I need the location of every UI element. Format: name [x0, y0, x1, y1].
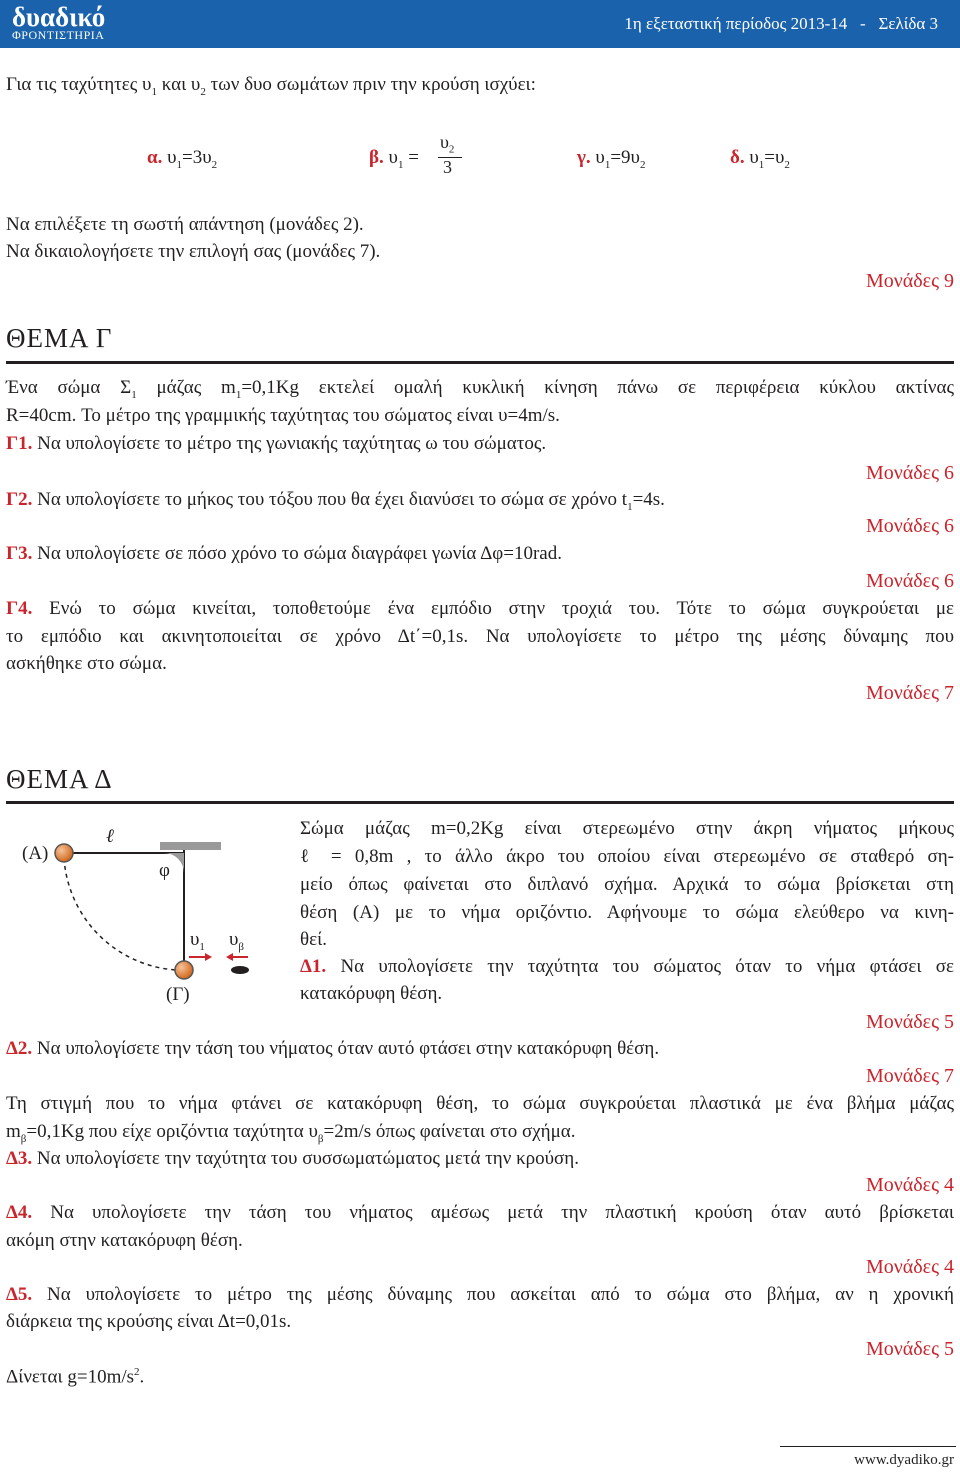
question-g4-line3: ασκήθηκε στο σώμα. — [6, 653, 167, 674]
d3-monades: Μονάδες 4 — [865, 1174, 954, 1196]
question-d1-line1: Δ1. Να υπολογίσετε την ταχύτητα του σώματος όταν το νήμα φτάσει σε — [300, 956, 954, 977]
exam-period: 1η εξεταστική περίοδος 2013-14 — [624, 14, 848, 33]
option-c: γ. $\upsilon_1=9\upsilon_2$ — [577, 147, 646, 171]
footer-website[interactable]: www.dyadiko.gr — [854, 1452, 954, 1468]
d1-monades: Μονάδες 5 — [865, 1011, 954, 1033]
question-d5-line2: διάρκεια της κρούσης είναι Δt=0,01s. — [6, 1311, 292, 1332]
label-position-a: (Α) — [22, 843, 49, 864]
velocity-ub-arrowhead — [226, 953, 233, 961]
question-d2: Δ2. Να υπολογίσετε την τάση του νήματος όταν αυτό φτάσει στην κατακόρυφη θέση. — [6, 1038, 660, 1059]
g4-monades: Μονάδες 7 — [865, 682, 954, 704]
monades-9: Μονάδες 9 — [865, 270, 954, 292]
label-position-g: (Γ) — [166, 984, 190, 1005]
fraction-numerator: $\upsilon_2$ — [440, 132, 455, 156]
intro-line: Για τις ταχύτητες $\upsilon_1$ και $\upsilon_2$ των δυο σωμάτων πριν την κρούση ισχύει: — [6, 74, 536, 98]
g2-monades: Μονάδες 6 — [865, 515, 954, 537]
choose-instruction: Να επιλέξετε τη σωστή απάντηση (μονάδες 2). — [6, 214, 364, 235]
question-g1: Γ1. Να υπολογίσετε το μέτρο της γωνιακής ταχύτητας ω του σώματος. — [6, 433, 547, 454]
d5-monades: Μονάδες 5 — [865, 1338, 954, 1360]
option-a: α. $\upsilon_1=3\upsilon_2$ — [147, 147, 218, 171]
question-d1-line2: κατακόρυφη θέση. — [300, 983, 443, 1004]
header-info — [624, 14, 938, 34]
header-separator: - — [860, 14, 866, 33]
question-g4-line2: το εμπόδιο και ακινητοποιείται σε χρόνο Δt΄=0,1s. Να υπολογίσετε το μέτρο της μέσης δύναμης που — [6, 626, 954, 647]
label-length: ℓ — [106, 826, 114, 847]
question-d4-line1: Δ4. Να υπολογίσετε την τάση του νήματος αμέσως μετά την πλαστική κρούση όταν αυτό βρίσκεται — [6, 1202, 954, 1223]
question-g4-line1: Γ4. Ενώ το σώμα κινείται, τοποθετούμε ένα εμπόδιο στην τροχιά του. Τότε το σώμα συγκρούεται με — [6, 598, 954, 619]
page-number: Σελίδα 3 — [878, 14, 938, 33]
thema-g-line2: R=40cm. Το μέτρο της γραμμικής ταχύτητας του σώματος είναι υ=4m/s. — [6, 405, 560, 426]
section-divider-d — [6, 801, 954, 804]
label-velocity-u1: $\upsilon_1$ — [190, 929, 205, 953]
section-divider — [6, 361, 954, 364]
label-angle-phi: φ — [159, 860, 170, 881]
velocity-u1-arrowhead — [205, 953, 212, 961]
justify-instruction: Να δικαιολογήσετε την επιλογή σας (μονάδες 7). — [6, 241, 381, 262]
label-velocity-ub: $\upsilon_\beta$ — [229, 929, 245, 953]
question-d5-line1: Δ5. Να υπολογίσετε το μέτρο της μέσης δύναμης που ασκείται από το σώμα στο βλήμα, αν η χρονική — [6, 1284, 954, 1305]
collision-text-line2: $m_\beta=0,1Kg$ που είχε οριζόντια ταχύτητα $\upsilon_\beta=2m/s$ όπως φαίνεται στο σχήμα. — [6, 1121, 576, 1145]
page-header — [0, 0, 960, 48]
thema-d-p3: μείο όπως φαίνεται στο διπλανό σχήμα. Αρχικά το σώμα βρίσκεται στη — [300, 874, 954, 895]
g1-monades: Μονάδες 6 — [865, 462, 954, 484]
fraction-denominator: 3 — [443, 157, 452, 177]
thema-d-title: ΘΕΜΑ Δ — [6, 764, 113, 794]
question-g3: Γ3. Να υπολογίσετε σε πόσο χρόνο το σώμα διαγράφει γωνία Δφ=10rad. — [6, 543, 562, 564]
collision-text-line1: Τη στιγμή που το νήμα φτάνει σε κατακόρυφη θέση, το σώμα συγκρούεται πλαστικά με ένα βλήμα μάζας — [6, 1093, 954, 1114]
d4-monades: Μονάδες 4 — [865, 1256, 954, 1278]
ceiling-support — [160, 842, 221, 850]
thema-g-title: ΘΕΜΑ Γ — [6, 323, 113, 353]
ball-position-a — [55, 844, 73, 862]
projectile — [231, 966, 249, 974]
option-d: δ. $\upsilon_1=\upsilon_2$ — [730, 147, 790, 171]
question-g2: Γ2. Να υπολογίσετε το μήκος του τόξου που θα έχει διανύσει το σώμα σε χρόνο $t_1=4s$. — [6, 489, 665, 513]
brand-logo: δυαδικό — [12, 2, 106, 32]
footer-rule — [780, 1446, 956, 1447]
thema-d-p1: Σώμα μάζας m=0,2Kg είναι στερεωμένο στην άκρη νήματος μήκους — [300, 818, 954, 839]
d2-monades: Μονάδες 7 — [865, 1065, 954, 1087]
g3-monades: Μονάδες 6 — [865, 570, 954, 592]
given-gravity: Δίνεται $g=10m/s^2$. — [6, 1366, 145, 1388]
brand-subtitle: ΦΡΟΝΤΙΣΤΗΡΙΑ — [12, 28, 105, 42]
pendulum-figure — [0, 810, 290, 1020]
thema-d-p5: θεί. — [300, 929, 327, 950]
option-b: β. $\upsilon_1$ = — [369, 147, 419, 171]
thema-d-p4: θέση (Α) με το νήμα οριζόντιο. Αφήνουμε το σώμα ελεύθερο να κινη- — [300, 902, 954, 923]
question-d3: Δ3. Να υπολογίσετε την ταχύτητα του συσσωματώματος μετά την κρούση. — [6, 1148, 579, 1169]
thema-g-line1: Ένα σώμα $\Sigma_1$ μάζας $m_1=0,1Kg$ εκτελεί ομαλή κυκλική κίνηση πάνω σε περιφέρεια κύκλου ακτίνας — [6, 377, 954, 401]
ball-position-g — [175, 961, 193, 979]
thema-d-p2: ℓ = 0,8m , το άλλο άκρο του οποίου είναι στερεωμένο σε σταθερό ση- — [300, 846, 954, 867]
question-d4-line2: ακόμη στην κατακόρυφη θέση. — [6, 1230, 243, 1251]
